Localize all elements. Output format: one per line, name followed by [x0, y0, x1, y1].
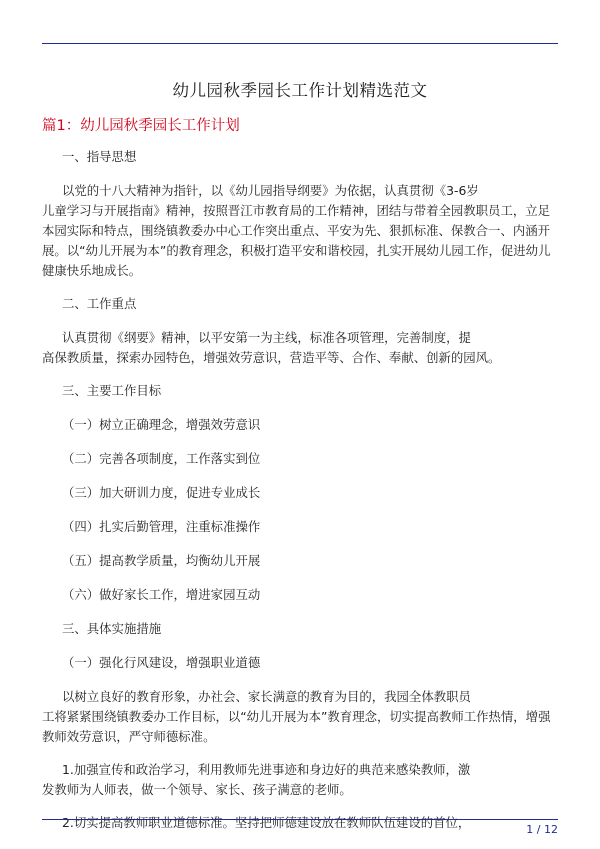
paragraph-rest: 儿童学习与开展指南》精神，按照晋江市教育局的工作精神，团结与带着全园教职员工，立足本园实际和特点，围绕镇教委办中心工作突出重点、平安为先、狠抓标准、保教合一、内涵开展。以“幼儿开展为本”的教育理念，积极打造平安和谐校园，扎实开展幼儿园工作，促进幼儿健康快乐地成长。 [42, 203, 551, 278]
paragraph-first-line: 以党的十八大精神为指针，以《幼儿园指导纲要》为依据，认真贯彻《3-6岁 [62, 183, 479, 198]
footer-rule [42, 819, 558, 820]
paragraph-first-line: 1.加强宣传和政治学习，利用教师先进事迹和身边好的典范来感染教师，激 [62, 762, 471, 777]
document-body [42, 147, 558, 846]
section-heading-work-focus: 二、工作重点 [62, 296, 137, 311]
page-indicator: 1 / 12 [526, 823, 558, 836]
section-heading-main-goals: 三、主要工作目标 [62, 383, 162, 398]
paragraph [42, 328, 558, 368]
paragraph-rest: 发教师为人师表，做一个领导、家长、孩子满意的老师。 [42, 782, 352, 797]
goal-item: （六）做好家长工作，增进家园互动 [62, 587, 261, 602]
paragraph [42, 181, 558, 281]
section-heading-measures: 三、具体实施措施 [62, 621, 162, 636]
goal-item: （三）加大研训力度，促进专业成长 [62, 485, 261, 500]
paragraph-rest: 高保教质量，探索办园特色，增强效劳意识，营造平等、合作、奉献、创新的园风。 [42, 350, 501, 365]
section-heading-guiding-ideology: 一、指导思想 [62, 149, 137, 164]
header-rule [42, 43, 558, 44]
paragraph-first-line: 2.切实提高教师职业道德标准。坚持把师德建设放在教师队伍建设的首位， [62, 815, 471, 830]
document-title: 幼儿园秋季园长工作计划精选范文 [172, 81, 428, 100]
paragraph-rest: 工将紧紧围绕镇教委办工作目标，以“幼儿开展为本”教育理念，切实提高教师工作热情，增强教师效劳意识，严守师德标准。 [42, 709, 551, 744]
goal-item: （二）完善各项制度，工作落实到位 [62, 451, 261, 466]
paragraph [42, 813, 558, 833]
subsection-heading: （一）强化行风建设，增强职业道德 [62, 655, 261, 670]
section-subtitle: 篇1：幼儿园秋季园长工作计划 [42, 118, 240, 134]
paragraph [42, 760, 558, 800]
paragraph [42, 687, 558, 747]
goal-item: （一）树立正确理念，增强效劳意识 [62, 417, 261, 432]
goal-item: （四）扎实后勤管理，注重标准操作 [62, 519, 261, 534]
paragraph-first-line: 认真贯彻《纲要》精神，以平安第一为主线，标准各项管理，完善制度，提 [62, 330, 471, 345]
paragraph-first-line: 以树立良好的教育形象，办社会、家长满意的教育为目的，我园全体教职员 [62, 689, 471, 704]
goal-item: （五）提高教学质量，均衡幼儿开展 [62, 553, 261, 568]
